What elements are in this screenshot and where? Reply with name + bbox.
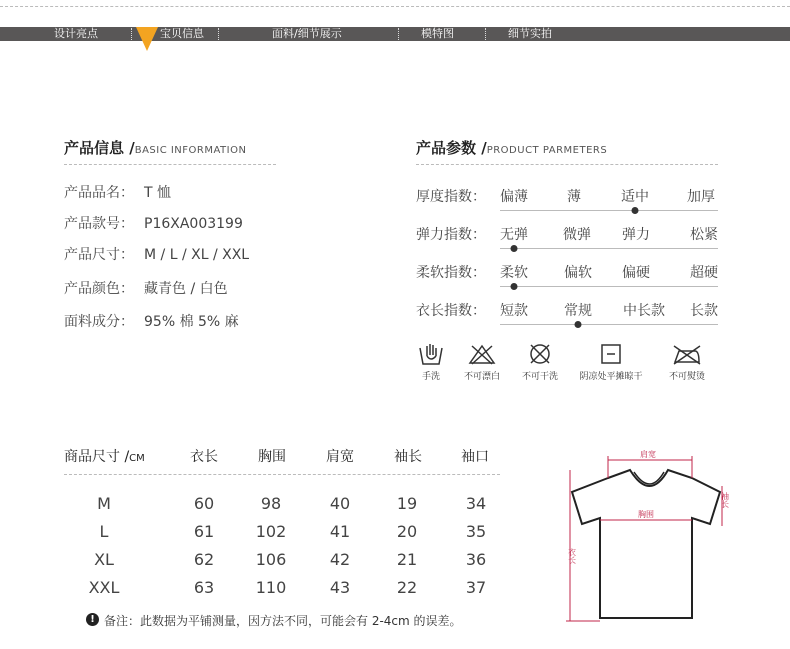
basic-info-title: [64, 137, 246, 158]
param-row-elasticity: [416, 224, 721, 254]
tshirt-outline: [572, 470, 720, 618]
table-cell: 106: [255, 550, 287, 569]
care-label: 阴凉处平摊晾干: [579, 372, 643, 382]
nav-separator: [485, 28, 486, 40]
table-cell: 20: [396, 522, 418, 541]
tshirt-measure-svg: [560, 446, 750, 631]
basic-info-divider: [64, 164, 276, 165]
param-label: 弹力指数：: [416, 227, 486, 243]
nav-separator: [398, 28, 399, 40]
param-label: 柔软指数：: [416, 265, 486, 281]
care-label: 手洗: [421, 372, 440, 382]
param-option: 超硬: [690, 265, 718, 281]
table-cell: 35: [465, 522, 487, 541]
size-cell: XL: [94, 550, 114, 569]
table-cell: 63: [193, 578, 215, 597]
param-option: 短款: [500, 303, 528, 319]
table-cell: 37: [465, 578, 487, 597]
nav-item-model[interactable]: 模特图: [421, 27, 454, 40]
param-selected-dot: [511, 283, 518, 290]
no-bleach-icon: [467, 342, 497, 366]
tshirt-diagram: [560, 446, 750, 635]
size-header-unit: CM: [129, 453, 145, 464]
size-header-label: [64, 446, 145, 466]
shoulder-label: 肩宽: [640, 450, 656, 459]
param-option: 薄: [567, 189, 581, 205]
column-header: 袖长: [394, 449, 422, 465]
column-header: 胸围: [258, 449, 286, 465]
table-cell: 62: [193, 550, 215, 569]
param-scale-line: [500, 248, 718, 249]
info-row-size: [64, 244, 249, 264]
care-no-dry-clean: [505, 342, 575, 382]
size-cell: L: [99, 522, 109, 541]
no-dry-clean-icon: [527, 342, 553, 366]
table-cell: 102: [255, 522, 287, 541]
sleeve-label: 袖长: [720, 492, 730, 508]
table-cell: 36: [465, 550, 487, 569]
table-cell: 21: [396, 550, 418, 569]
param-selected-dot: [511, 245, 518, 252]
flat-dry-shade-icon: [599, 342, 623, 366]
info-value: P16XA003199: [144, 216, 243, 232]
param-option: 常规: [564, 303, 592, 319]
length-label: 衣长: [567, 548, 577, 564]
param-option: 偏软: [564, 265, 592, 281]
param-option: 弹力: [622, 227, 650, 243]
info-row-name: [64, 182, 171, 202]
info-value: T 恤: [144, 185, 172, 201]
care-no-iron: [652, 342, 722, 382]
info-label: 产品品名：: [64, 185, 134, 201]
table-cell: 41: [329, 522, 351, 541]
param-option: 微弹: [563, 227, 591, 243]
basic-info-heading: 产品信息 /: [64, 139, 135, 157]
table-cell: 60: [193, 494, 215, 513]
params-subtitle: PRODUCT PARMETERS: [486, 145, 608, 156]
column-header: 袖口: [461, 449, 489, 465]
nav-item-info[interactable]: 宝贝信息: [160, 27, 204, 40]
nav-bar: [0, 27, 790, 41]
param-option: 长款: [690, 303, 718, 319]
info-value: M / L / XL / XXL: [144, 247, 250, 263]
care-label: 不可干洗: [521, 372, 558, 382]
nav-separator: [218, 28, 219, 40]
param-label: 厚度指数：: [416, 189, 486, 205]
warning-icon: !: [86, 613, 99, 626]
column-header: 衣长: [190, 449, 218, 465]
table-cell: 43: [329, 578, 351, 597]
info-row-fabric: [64, 311, 239, 331]
nav-separator: [131, 28, 132, 40]
basic-info-subtitle: BASIC INFORMATION: [134, 145, 247, 156]
info-label: 产品尺寸：: [64, 247, 134, 263]
param-selected-dot: [632, 207, 639, 214]
nav-item-detail[interactable]: 细节实拍: [508, 27, 552, 40]
active-tab-marker: [136, 27, 158, 51]
param-scale-line: [500, 210, 718, 211]
params-heading: 产品参数 /: [416, 139, 487, 157]
param-option: 加厚: [687, 189, 715, 205]
care-label: 不可熨烫: [668, 372, 705, 382]
info-value: 95% 棉 5% 麻: [144, 314, 239, 330]
param-row-thickness: [416, 186, 721, 216]
info-label: 产品款号：: [64, 216, 134, 232]
param-option: 中长款: [623, 303, 665, 319]
param-option: 偏薄: [500, 189, 528, 205]
measurement-note: 备注：此数据为平铺测量，因方法不同，可能会有 2-4cm 的误差。: [104, 614, 462, 628]
chest-label: 胸围: [638, 510, 654, 519]
info-row-color: [64, 278, 228, 298]
top-divider: [0, 6, 790, 7]
param-scale-line: [500, 324, 718, 325]
care-flat-dry: [576, 342, 646, 382]
hand-wash-icon: [418, 342, 444, 366]
param-row-length: [416, 300, 721, 330]
nav-item-fabric[interactable]: 面料/细节展示: [272, 27, 342, 40]
params-divider: [416, 164, 718, 165]
no-iron-icon: [671, 342, 703, 366]
param-option: 适中: [621, 189, 649, 205]
param-row-softness: [416, 262, 721, 292]
param-selected-dot: [575, 321, 582, 328]
info-row-style-no: [64, 213, 243, 233]
table-cell: 42: [329, 550, 351, 569]
info-value: 藏青色 / 白色: [144, 281, 228, 297]
info-label: 面料成分：: [64, 314, 134, 330]
care-label: 不可漂白: [463, 372, 500, 382]
param-option: 柔软: [500, 265, 528, 281]
size-table-divider: [64, 474, 500, 475]
nav-item-design[interactable]: 设计亮点: [54, 27, 98, 40]
table-cell: 19: [396, 494, 418, 513]
size-cell: M: [97, 494, 111, 513]
table-cell: 61: [193, 522, 215, 541]
info-label: 产品颜色：: [64, 281, 134, 297]
param-scale-line: [500, 286, 718, 287]
column-header: 肩宽: [326, 449, 354, 465]
table-cell: 98: [260, 494, 282, 513]
param-option: 松紧: [690, 227, 718, 243]
param-label: 衣长指数：: [416, 303, 486, 319]
params-title: [416, 137, 607, 158]
size-cell: XXL: [88, 578, 120, 597]
param-option: 偏硬: [622, 265, 650, 281]
table-cell: 40: [329, 494, 351, 513]
table-cell: 34: [465, 494, 487, 513]
param-option: 无弹: [500, 227, 528, 243]
table-cell: 110: [255, 578, 287, 597]
table-cell: 22: [396, 578, 418, 597]
size-header-text: 商品尺寸 /: [64, 449, 130, 465]
